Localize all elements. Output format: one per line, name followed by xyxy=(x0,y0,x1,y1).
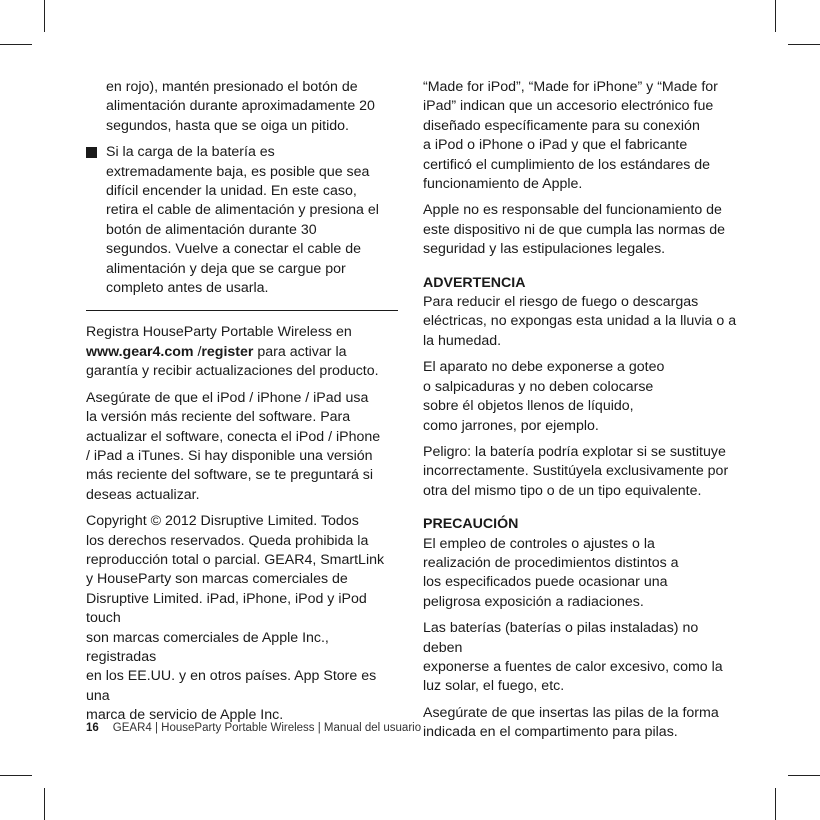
text-line: iPad” indican que un accesorio electrónico fue xyxy=(423,98,714,115)
apparatus-paragraph xyxy=(423,358,737,436)
crop-mark xyxy=(775,0,776,32)
text-line: diseñado específicamente para su conexión xyxy=(423,117,700,134)
insert-batteries-paragraph xyxy=(423,704,737,743)
text-line: retira el cable de alimentación y presiona el xyxy=(106,202,379,219)
text-line: Registra HouseParty Portable Wireless en xyxy=(86,324,352,341)
bullet-square-icon xyxy=(86,147,97,158)
text-line: a iPod o iPhone o iPad y que el fabricante xyxy=(423,137,688,154)
text-line: El aparato no debe exponerse a goteo xyxy=(423,359,665,376)
text-line: reproducción total o parcial. GEAR4, SmartLink xyxy=(86,551,385,568)
crop-mark xyxy=(44,0,45,32)
text-line: certificó el cumplimiento de los estándares de xyxy=(423,156,711,173)
text-line: y HouseParty son marcas comerciales de xyxy=(86,571,348,588)
text-line: en rojo), mantén presionado el botón de xyxy=(106,79,358,95)
text-line: marca de servicio de Apple Inc. xyxy=(86,707,284,724)
caution-heading: PRECAUCIÓN xyxy=(423,516,519,533)
registration-path: register xyxy=(201,343,254,360)
text-line: deseas actualizar. xyxy=(86,486,200,503)
text-line: segundos. Vuelve a conectar el cable de xyxy=(106,241,362,258)
text-line: Apple no es responsable del funcionamiento de xyxy=(423,202,722,219)
text-line: Para reducir el riesgo de fuego o descargas xyxy=(423,294,699,311)
left-column xyxy=(86,78,398,733)
text-line: extremadamente baja, es posible que sea xyxy=(106,163,370,180)
text-line: como jarrones, por ejemplo. xyxy=(423,417,599,434)
crop-mark xyxy=(0,44,32,45)
registration-paragraph xyxy=(86,323,398,381)
text-line: Asegúrate de que insertas las pilas de la forma xyxy=(423,704,719,721)
text-line: exponerse a fuentes de calor excesivo, como la xyxy=(423,658,723,675)
text-line: eléctricas, no expongas esta unidad a la lluvia o a xyxy=(423,313,737,330)
text-line: botón de alimentación durante 30 xyxy=(106,221,317,238)
url-slash: / xyxy=(193,343,202,360)
text-line: o salpicaduras y no deben colocarse xyxy=(423,378,654,395)
page-number: 16 xyxy=(86,722,99,734)
text-line: difícil encender la unidad. En este caso, xyxy=(106,183,357,200)
text-line: segundos, hasta que se oiga un pitido. xyxy=(106,117,349,134)
low-battery-bullet xyxy=(86,143,398,298)
text-line: la versión más reciente del software. Para xyxy=(86,409,351,426)
made-for-paragraph xyxy=(423,78,737,194)
crop-mark xyxy=(788,44,820,45)
text-line: luz solar, el fuego, etc. xyxy=(423,678,565,695)
text-line: alimentación y deja que se cargue por xyxy=(106,260,346,277)
warning-paragraph xyxy=(423,274,737,352)
text-line: completo antes de usarla. xyxy=(106,280,269,297)
text-line: en los EE.UU. y en otros países. App Store es una xyxy=(86,668,377,704)
right-column xyxy=(423,78,737,750)
text-line: garantía y recibir actualizaciones del producto. xyxy=(86,363,379,380)
copyright-paragraph xyxy=(86,512,398,725)
text-line: realización de procedimientos distintos a xyxy=(423,554,679,571)
registration-url: www.gear4.com xyxy=(86,343,194,360)
text-line: más reciente del software, se te preguntará si xyxy=(86,467,374,484)
batteries-paragraph xyxy=(423,619,737,697)
danger-paragraph xyxy=(423,443,737,501)
text-line: los especificados puede ocasionar una xyxy=(423,574,668,591)
text-line: son marcas comerciales de Apple Inc., registradas xyxy=(86,629,329,665)
text-line: indicada en el compartimento para pilas. xyxy=(423,724,678,741)
text-line: este dispositivo ni de que cumpla las normas de xyxy=(423,221,726,238)
text-line: “Made for iPod”, “Made for iPhone” y “Made for xyxy=(423,79,718,95)
warning-heading: ADVERTENCIA xyxy=(423,274,526,291)
text-line: funcionamiento de Apple. xyxy=(423,176,583,193)
text-line: Peligro: la batería podría explotar si se sustituye xyxy=(423,443,726,460)
text-line: la humedad. xyxy=(423,332,502,349)
text-line: Las baterías (baterías o pilas instaladas) no deben xyxy=(423,620,699,656)
text-line: los derechos reservados. Queda prohibida la xyxy=(86,532,369,549)
text-line: incorrectamente. Sustitúyela exclusivamente por xyxy=(423,463,729,480)
software-update-paragraph xyxy=(86,389,398,505)
section-divider xyxy=(86,310,398,311)
crop-mark xyxy=(788,775,820,776)
crop-mark xyxy=(775,788,776,820)
caution-paragraph xyxy=(423,515,737,612)
crop-mark xyxy=(44,788,45,820)
text-line: otra del mismo tipo o de un tipo equivalente. xyxy=(423,482,702,499)
text-line: / iPad a iTunes. Si hay disponible una versión xyxy=(86,447,373,464)
text-line: El empleo de controles o ajustes o la xyxy=(423,535,655,552)
text-line: Si la carga de la batería es xyxy=(106,144,275,161)
text-line: Asegúrate de que el iPod / iPhone / iPad usa xyxy=(86,389,369,406)
text-line: peligrosa exposición a radiaciones. xyxy=(423,593,644,610)
footer-text: GEAR4 | HouseParty Portable Wireless | Manual del usuario xyxy=(112,722,422,734)
page-footer xyxy=(86,722,421,734)
text-line: seguridad y las estipulaciones legales. xyxy=(423,241,666,258)
text-line: para activar la xyxy=(253,343,347,360)
text-line: Disruptive Limited. iPad, iPhone, iPod y iPod touch xyxy=(86,590,367,627)
text-line: actualizar el software, conecta el iPod / iPhone xyxy=(86,428,381,445)
apple-responsibility-paragraph xyxy=(423,201,737,259)
text-line: sobre él objetos llenos de líquido, xyxy=(423,398,634,415)
text-line: alimentación durante aproximadamente 20 xyxy=(106,98,375,115)
reset-instructions-continued xyxy=(86,78,398,136)
crop-mark xyxy=(0,775,32,776)
text-line: Copyright © 2012 Disruptive Limited. Todos xyxy=(86,513,359,530)
